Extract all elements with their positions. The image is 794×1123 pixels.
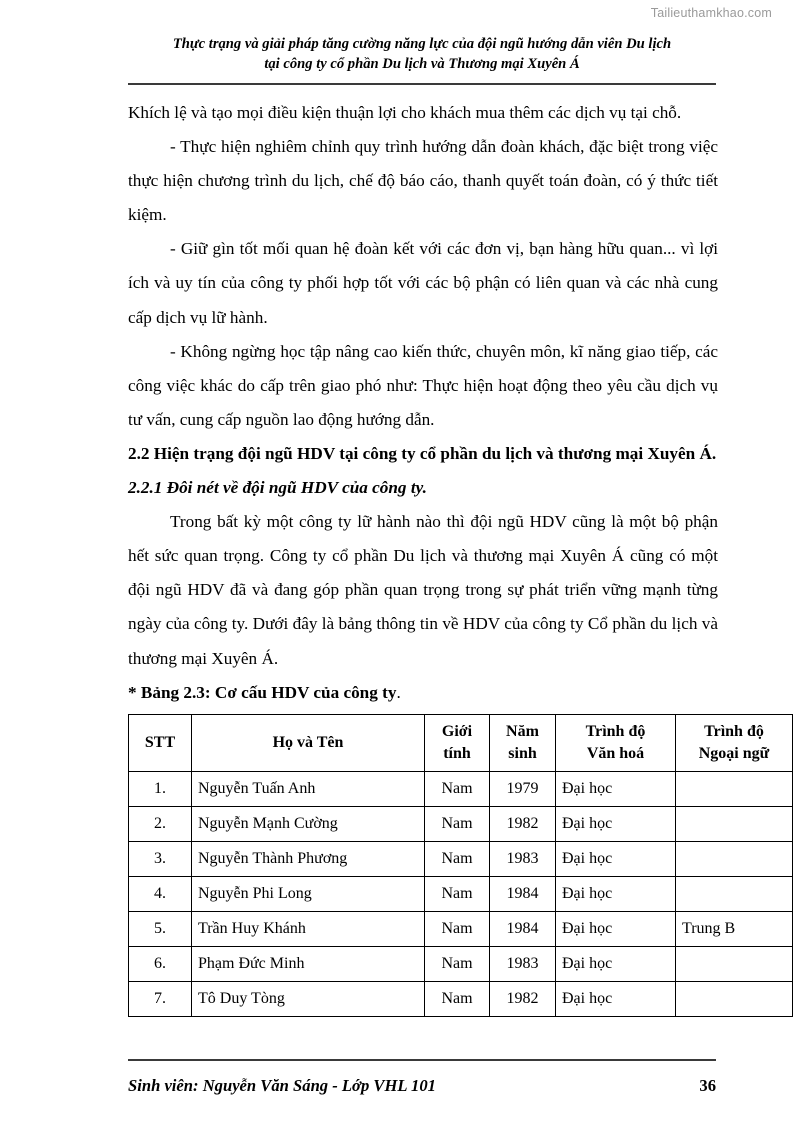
column-header-language [676,714,793,771]
column-header-sex-line-2: tính [443,744,471,762]
cell-language: Trung B [676,911,793,946]
cell-name: Phạm Đức Minh [192,946,425,981]
paragraph-2: - Thực hiện nghiêm chỉnh quy trình hướng dẫn đoàn khách, đặc biệt trong việc thực hiện chương trình du lịch, chế độ báo cáo, thanh quyết toán đoàn, có ý thức tiết kiệm. [128,137,718,225]
running-header-line-1: Thực trạng và giải pháp tăng cường năng lực của đội ngũ hướng dẫn viên Du lịch [172,36,672,52]
paragraph-1: Khích lệ và tạo mọi điều kiện thuận lợi cho khách mua thêm các dịch vụ tại chỗ. [128,103,682,122]
column-header-education [556,714,676,771]
cell-stt: 3. [129,841,192,876]
running-footer [128,1076,716,1096]
header-divider [128,83,716,85]
cell-name: Nguyễn Tuấn Anh [192,771,425,806]
cell-sex: Nam [425,806,490,841]
cell-education: Đại học [556,946,676,981]
cell-education: Đại học [556,806,676,841]
cell-year: 1983 [490,946,556,981]
cell-stt: 1. [129,771,192,806]
cell-stt: 4. [129,876,192,911]
cell-name: Nguyễn Phi Long [192,876,425,911]
column-header-stt [129,714,192,771]
table-row [129,841,793,876]
cell-stt: 7. [129,981,192,1016]
running-header [128,34,716,74]
cell-language [676,806,793,841]
table-caption-tail: . [396,682,401,702]
section-heading-2-2: 2.2 Hiện trạng đội ngũ HDV tại công ty cổ phần du lịch và thương mại Xuyên Á. [128,443,717,463]
cell-name: Nguyễn Thành Phương [192,841,425,876]
hdv-table [128,714,793,1017]
cell-language [676,771,793,806]
cell-year: 1984 [490,911,556,946]
table-row [129,911,793,946]
table-caption-bold: * Bảng 2.3: Cơ cấu HDV của công ty [128,682,397,702]
cell-sex: Nam [425,981,490,1016]
cell-year: 1984 [490,876,556,911]
hdv-table-head [129,714,793,771]
hdv-table-wrapper [128,714,770,1017]
cell-stt: 6. [129,946,192,981]
column-header-year-line-1: Năm [506,722,539,740]
table-row [129,876,793,911]
paragraph-5: Trong bất kỳ một công ty lữ hành nào thì đội ngũ HDV cũng là một bộ phận hết sức quan trọng. Công ty cổ phần Du lịch và thương mại Xuyên Á cũng có một đội ngũ HDV đã và đang góp phần quan trọng trong sự phát triển vững mạnh từng ngày của công ty. Dưới đây là bảng thông tin về HDV của công ty Cổ phần du lịch và thương mại Xuyên Á. [128,512,718,668]
table-row [129,981,793,1016]
column-header-stt-line-1: STT [144,733,176,751]
table-row [129,771,793,806]
section-heading-2-2-1: 2.2.1 Đôi nét về đội ngũ HDV của công ty. [128,478,427,498]
paragraph-4: - Không ngừng học tập nâng cao kiến thức, chuyên môn, kĩ năng giao tiếp, các công việc khác do cấp trên giao phó như: Thực hiện hoạt động theo yêu cầu dịch vụ tư vấn, cung cấp nguồn lao động hướng dẫn. [128,341,718,429]
cell-name: Trần Huy Khánh [192,911,425,946]
cell-sex: Nam [425,876,490,911]
table-header-row [129,714,793,771]
column-header-language-line-1: Trình độ [704,722,764,740]
cell-education: Đại học [556,771,676,806]
page-number: 36 [699,1076,716,1095]
column-header-name [192,714,425,771]
running-header-line-2: tại công ty cổ phần Du lịch và Thương mại Xuyên Á [264,56,580,72]
cell-year: 1983 [490,841,556,876]
cell-year: 1982 [490,806,556,841]
cell-name: Nguyễn Mạnh Cường [192,806,425,841]
column-header-year [490,714,556,771]
table-row [129,806,793,841]
footer-student-info: Sinh viên: Nguyễn Văn Sáng - Lớp VHL 101 [128,1076,436,1095]
cell-sex: Nam [425,946,490,981]
column-header-sex [425,714,490,771]
cell-stt: 5. [129,911,192,946]
cell-language [676,876,793,911]
column-header-year-line-2: sinh [508,744,537,762]
cell-language [676,981,793,1016]
column-header-sex-line-1: Giới [441,722,473,740]
watermark: Tailieuthamkhao.com [650,6,772,20]
cell-education: Đại học [556,876,676,911]
cell-year: 1982 [490,981,556,1016]
document-content [128,96,770,1017]
hdv-table-body [129,771,793,1016]
column-header-language-line-2: Ngoại ngữ [698,744,770,762]
cell-name: Tô Duy Tòng [192,981,425,1016]
cell-language [676,841,793,876]
cell-sex: Nam [425,771,490,806]
column-header-education-line-1: Trình độ [585,722,646,740]
column-header-education-line-2: Văn hoá [586,744,645,762]
cell-education: Đại học [556,981,676,1016]
footer-divider [128,1059,716,1061]
cell-year: 1979 [490,771,556,806]
table-row [129,946,793,981]
paragraph-3: - Giữ gìn tốt mối quan hệ đoàn kết với các đơn vị, bạn hàng hữu quan... vì lợi ích và uy tín của công ty phối hợp tốt với các bộ phận có liên quan và các nhà cung cấp dịch vụ lữ hành. [128,239,718,327]
cell-education: Đại học [556,841,676,876]
column-header-name-line-1: Họ và Tên [272,733,344,751]
cell-education: Đại học [556,911,676,946]
cell-stt: 2. [129,806,192,841]
cell-language [676,946,793,981]
table-caption [128,676,718,710]
cell-sex: Nam [425,911,490,946]
cell-sex: Nam [425,841,490,876]
